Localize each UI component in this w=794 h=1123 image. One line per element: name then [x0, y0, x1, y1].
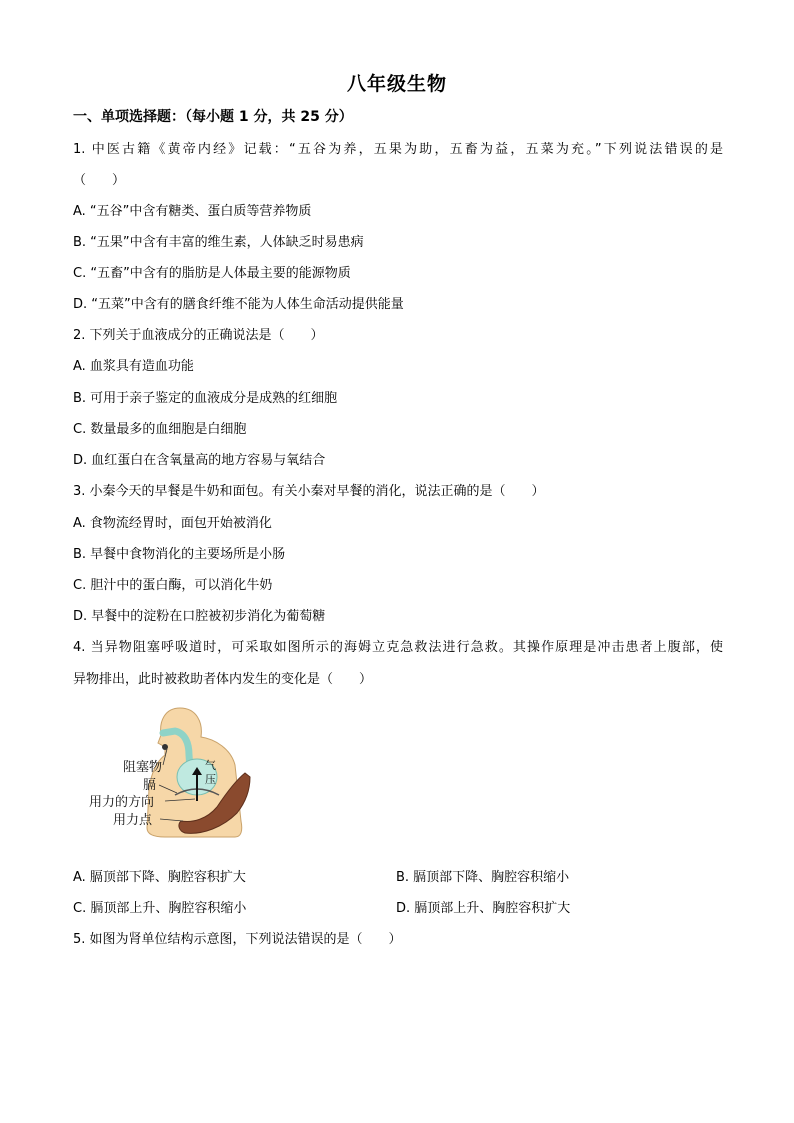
question-3-option-a: A. 食物流经胃时，面包开始被消化 — [73, 516, 272, 531]
question-1-option-a: A. “五谷”中含有糖类、蛋白质等营养物质 — [73, 204, 312, 219]
question-2-option-c: C. 数量最多的血细胞是白细胞 — [73, 422, 247, 437]
question-3-option-c: C. 胆汁中的蛋白酶，可以消化牛奶 — [73, 578, 273, 593]
question-4-option-b: B. 膈顶部下降、胸腔容积缩小 — [396, 870, 570, 885]
question-4-options-row-2 — [73, 900, 723, 918]
label-force-direction: 用力的方向 — [89, 795, 155, 810]
question-4-option-c: C. 膈顶部上升、胸腔容积缩小 — [73, 901, 247, 916]
question-4-option-d: D. 膈顶部上升、胸腔容积扩大 — [396, 901, 571, 916]
question-2-option-b: B. 可用于亲子鉴定的血液成分是成熟的红细胞 — [73, 391, 338, 406]
question-2-option-a: A. 血浆具有造血功能 — [73, 359, 194, 374]
question-3-option-d: D. 早餐中的淀粉在口腔被初步消化为葡萄糖 — [73, 609, 326, 624]
label-diaphragm: 膈 — [143, 778, 157, 793]
label-force-point: 用力点 — [113, 813, 153, 828]
question-5-stem: 5. 如图为肾单位结构示意图，下列说法错误的是（ ） — [73, 932, 402, 947]
question-4-stem: 4. 当异物阻塞呼吸道时，可采取如图所示的海姆立克急救法进行急救。其操作原理是冲击患者上腹部，使 — [73, 640, 723, 655]
heimlich-maneuver-figure — [85, 703, 255, 843]
question-1-option-d: D. “五菜”中含有的膳食纤维不能为人体生命活动提供能量 — [73, 297, 404, 312]
question-1-stem: 1. 中医古籍《黄帝内经》记载：“五谷为养，五果为助，五畜为益，五菜为充。”下列说法错误的是 — [73, 142, 723, 157]
question-3-stem: 3. 小秦今天的早餐是牛奶和面包。有关小秦对早餐的消化，说法正确的是（ ） — [73, 484, 545, 499]
page-title: 八年级生物 — [346, 73, 447, 95]
question-4-option-a: A. 膈顶部下降、胸腔容积扩大 — [73, 870, 246, 885]
heimlich-illustration — [85, 703, 255, 843]
question-2-option-d: D. 血红蛋白在含氧量高的地方容易与氧结合 — [73, 453, 326, 468]
section-heading: 一、单项选择题：（每小题 1 分，共 25 分） — [73, 109, 353, 125]
label-blockage: 阻塞物 — [123, 760, 163, 775]
question-1-option-b: B. “五果”中含有丰富的维生素，人体缺乏时易患病 — [73, 235, 364, 250]
question-1-option-c: C. “五畜”中含有的脂肪是人体最主要的能源物质 — [73, 266, 351, 281]
question-2-stem: 2. 下列关于血液成分的正确说法是（ ） — [73, 328, 324, 343]
question-4-options-row-1 — [73, 869, 723, 887]
question-3-option-b: B. 早餐中食物消化的主要场所是小肠 — [73, 547, 286, 562]
question-1-stem-bracket: （ ） — [73, 173, 126, 188]
label-pressure: 压 — [205, 773, 216, 786]
label-air: 气 — [205, 759, 216, 772]
question-4-stem-continued: 异物排出，此时被救助者体内发生的变化是（ ） — [73, 672, 373, 687]
